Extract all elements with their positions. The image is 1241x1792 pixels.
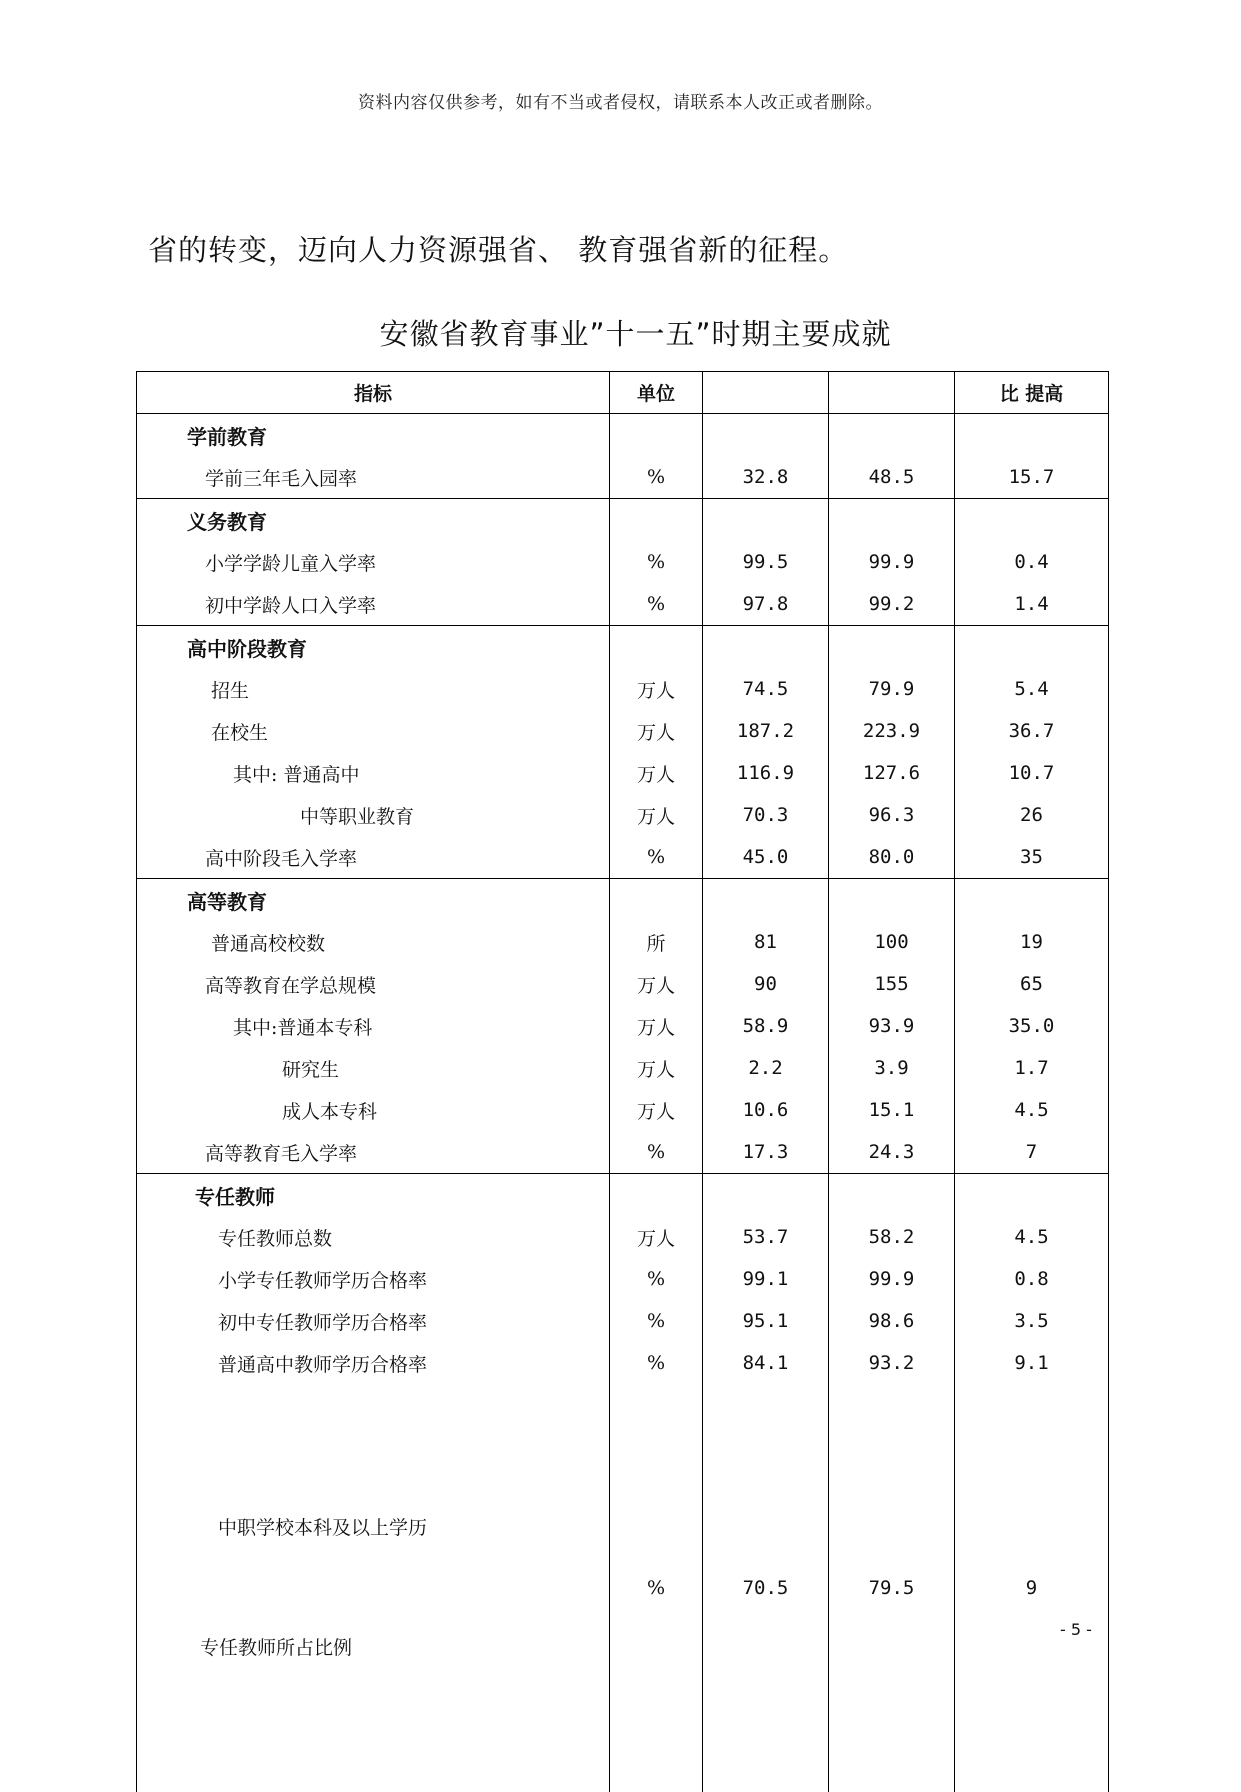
row-label: 在校生	[137, 710, 610, 752]
row-unit: 万人	[610, 1216, 703, 1258]
row-unit: 万人	[610, 1005, 703, 1047]
row-diff: 1.7	[955, 1047, 1109, 1089]
row-diff: 0.8	[955, 1258, 1109, 1300]
row-diff: 26	[955, 794, 1109, 836]
row-label-multiline	[137, 1384, 610, 1792]
row-label: 研究生	[137, 1047, 610, 1089]
header-unit: 单位	[610, 372, 703, 414]
header-improvement: 比 提高	[955, 372, 1109, 414]
row-value-1: 99.5	[703, 541, 829, 583]
row-diff: 15.7	[955, 456, 1109, 499]
row-value-2: 79.5	[829, 1384, 955, 1792]
table-row	[137, 541, 1109, 583]
row-value-1: 116.9	[703, 752, 829, 794]
row-value-2: 99.9	[829, 541, 955, 583]
row-label: 成人本专科	[137, 1089, 610, 1131]
row-label: 小学学龄儿童入学率	[137, 541, 610, 583]
row-label: 普通高中教师学历合格率	[137, 1342, 610, 1384]
section-title: 高中阶段教育	[137, 626, 610, 669]
table-row	[137, 1005, 1109, 1047]
row-label: 普通高校校数	[137, 921, 610, 963]
row-label-line-1: 中职学校本科及以上学历	[218, 1517, 428, 1539]
row-value-1: 70.3	[703, 794, 829, 836]
row-value-2: 93.2	[829, 1342, 955, 1384]
table-row	[137, 1047, 1109, 1089]
row-value-1: 53.7	[703, 1216, 829, 1258]
row-label: 其中:普通本专科	[137, 1005, 610, 1047]
row-value-2: 223.9	[829, 710, 955, 752]
page-number: - 5 -	[1060, 1620, 1092, 1639]
row-value-1: 74.5	[703, 668, 829, 710]
continuation-paragraph: 省的转变，迈向人力资源强省、 教育强省新的征程。	[148, 233, 849, 267]
row-value-1: 99.1	[703, 1258, 829, 1300]
row-label: 高等教育毛入学率	[137, 1131, 610, 1174]
row-diff: 10.7	[955, 752, 1109, 794]
table-row	[137, 963, 1109, 1005]
row-diff: 35.0	[955, 1005, 1109, 1047]
row-unit: %	[610, 1258, 703, 1300]
row-value-1: 32.8	[703, 456, 829, 499]
row-value-2: 98.6	[829, 1300, 955, 1342]
row-diff: 9	[955, 1384, 1109, 1792]
row-unit: %	[610, 1342, 703, 1384]
row-unit: %	[610, 1131, 703, 1174]
header-indicator: 指标	[137, 372, 610, 414]
table-title: 安徽省教育事业”十一五”时期主要成就	[379, 317, 892, 351]
row-value-2: 99.9	[829, 1258, 955, 1300]
row-diff: 0.4	[955, 541, 1109, 583]
row-value-1: 97.8	[703, 583, 829, 626]
row-unit: 万人	[610, 710, 703, 752]
row-diff: 1.4	[955, 583, 1109, 626]
row-unit: 万人	[610, 1089, 703, 1131]
row-unit: %	[610, 836, 703, 879]
row-unit: %	[610, 1300, 703, 1342]
table-row	[137, 1300, 1109, 1342]
row-label: 高等教育在学总规模	[137, 963, 610, 1005]
row-unit: %	[610, 1384, 703, 1792]
row-value-1: 90	[703, 963, 829, 1005]
row-value-2: 96.3	[829, 794, 955, 836]
row-unit: 万人	[610, 752, 703, 794]
row-value-2: 58.2	[829, 1216, 955, 1258]
row-value-1: 84.1	[703, 1342, 829, 1384]
table-row	[137, 1342, 1109, 1384]
row-value-1: 58.9	[703, 1005, 829, 1047]
row-diff: 9.1	[955, 1342, 1109, 1384]
row-value-2: 127.6	[829, 752, 955, 794]
row-value-1: 81	[703, 921, 829, 963]
row-diff: 36.7	[955, 710, 1109, 752]
row-label: 其中: 普通高中	[137, 752, 610, 794]
row-unit: %	[610, 456, 703, 499]
header-col3	[703, 372, 829, 414]
row-label: 初中专任教师学历合格率	[137, 1300, 610, 1342]
section-title: 义务教育	[137, 499, 610, 542]
row-value-2: 48.5	[829, 456, 955, 499]
section-row-teachers	[137, 1174, 1109, 1217]
table-row	[137, 1089, 1109, 1131]
table-row	[137, 1384, 1109, 1792]
row-value-2: 80.0	[829, 836, 955, 879]
row-label: 高中阶段毛入学率	[137, 836, 610, 879]
row-diff: 5.4	[955, 668, 1109, 710]
table-header-row	[137, 372, 1109, 414]
row-diff: 35	[955, 836, 1109, 879]
table-row	[137, 794, 1109, 836]
row-diff: 65	[955, 963, 1109, 1005]
section-title: 学前教育	[137, 414, 610, 457]
row-value-2: 155	[829, 963, 955, 1005]
row-value-1: 2.2	[703, 1047, 829, 1089]
section-title: 专任教师	[137, 1174, 610, 1217]
row-label: 招生	[137, 668, 610, 710]
row-unit: 万人	[610, 1047, 703, 1089]
row-value-2: 24.3	[829, 1131, 955, 1174]
table-row	[137, 668, 1109, 710]
row-value-1: 45.0	[703, 836, 829, 879]
row-value-2: 3.9	[829, 1047, 955, 1089]
row-unit: 所	[610, 921, 703, 963]
row-diff: 19	[955, 921, 1109, 963]
row-label: 小学专任教师学历合格率	[137, 1258, 610, 1300]
row-value-2: 79.9	[829, 668, 955, 710]
table-row	[137, 1258, 1109, 1300]
row-unit: 万人	[610, 668, 703, 710]
table-row	[137, 921, 1109, 963]
table-row	[137, 836, 1109, 879]
disclaimer-header: 资料内容仅供参考，如有不当或者侵权，请联系本人改正或者删除。	[358, 93, 883, 113]
row-diff: 3.5	[955, 1300, 1109, 1342]
header-col4	[829, 372, 955, 414]
table-row	[137, 456, 1109, 499]
row-label: 学前三年毛入园率	[137, 456, 610, 499]
row-label-line-2: 专任教师所占比例	[200, 1637, 353, 1659]
section-row-compulsory	[137, 499, 1109, 542]
row-value-1: 10.6	[703, 1089, 829, 1131]
table-row	[137, 710, 1109, 752]
row-value-1: 187.2	[703, 710, 829, 752]
section-row-preschool	[137, 414, 1109, 457]
row-unit: %	[610, 541, 703, 583]
table-row	[137, 1216, 1109, 1258]
row-diff: 4.5	[955, 1216, 1109, 1258]
row-value-1: 17.3	[703, 1131, 829, 1174]
row-label: 专任教师总数	[137, 1216, 610, 1258]
row-value-2: 99.2	[829, 583, 955, 626]
table-row	[137, 752, 1109, 794]
row-unit: %	[610, 583, 703, 626]
row-value-2: 15.1	[829, 1089, 955, 1131]
table-row	[137, 583, 1109, 626]
row-value-2: 100	[829, 921, 955, 963]
row-diff: 4.5	[955, 1089, 1109, 1131]
row-label: 初中学龄人口入学率	[137, 583, 610, 626]
section-title: 高等教育	[137, 879, 610, 922]
row-value-2: 93.9	[829, 1005, 955, 1047]
section-row-higher	[137, 879, 1109, 922]
row-value-1: 70.5	[703, 1384, 829, 1792]
row-unit: 万人	[610, 794, 703, 836]
table-row	[137, 1131, 1109, 1174]
row-value-1: 95.1	[703, 1300, 829, 1342]
section-row-senior-high	[137, 626, 1109, 669]
row-diff: 7	[955, 1131, 1109, 1174]
row-unit: 万人	[610, 963, 703, 1005]
row-label: 中等职业教育	[137, 794, 610, 836]
achievements-table	[136, 371, 1109, 1792]
